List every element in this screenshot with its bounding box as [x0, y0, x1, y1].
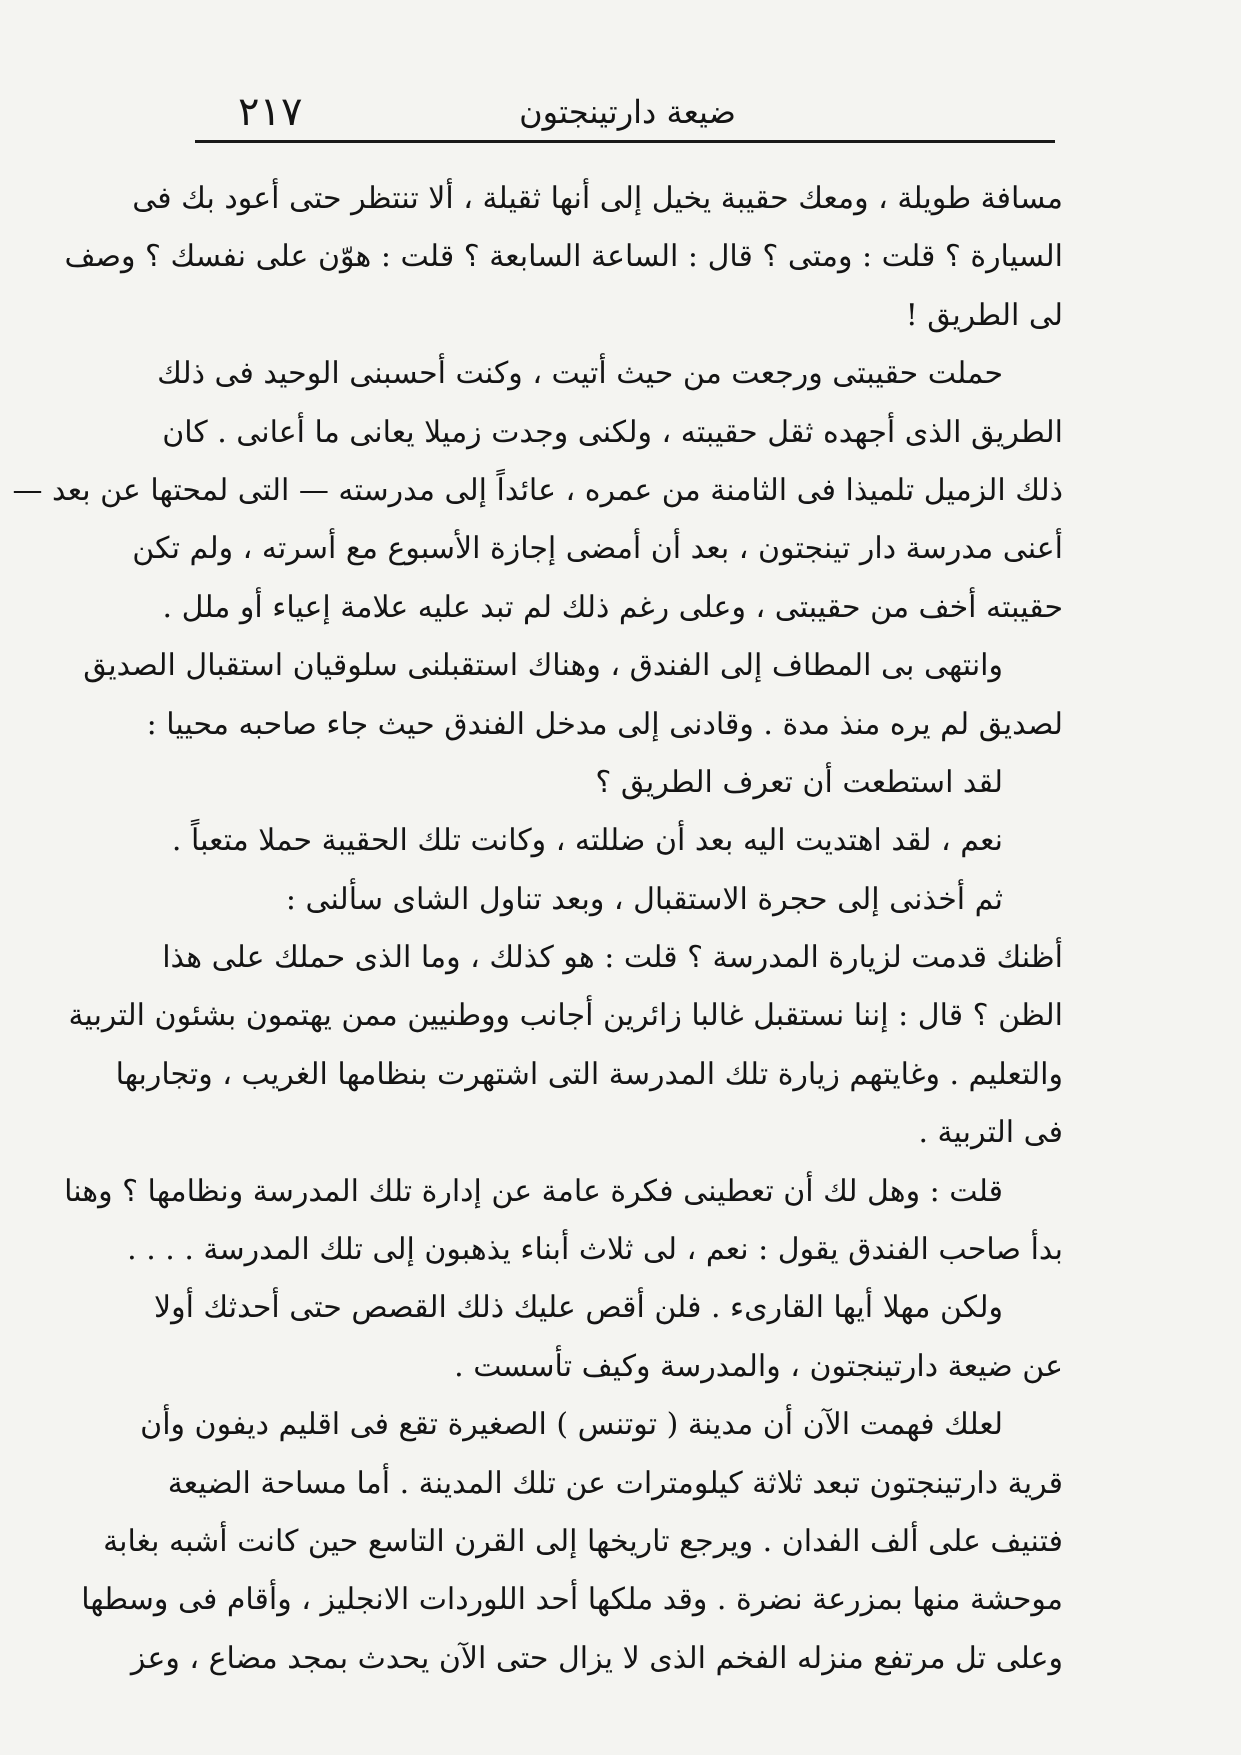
text-line: ولكن مهلا أيها القارىء . فلن أقص عليك ذلك القصص حتى أحدثك أولا [153, 1290, 1003, 1326]
text-line: والتعليم . وغايتهم زيارة تلك المدرسة التى اشتهرت بنظامها الغريب ، وتجاربها [115, 1056, 1063, 1092]
text-line: السيارة ؟ قلت : ومتى ؟ قال : الساعة السابعة ؟ قلت : هوّن على نفسك ؟ وصف [64, 239, 1063, 275]
text-line: مسافة طويلة ، ومعك حقيبة يخيل إلى أنها ثقيلة ، ألا تنتظر حتى أعود بك فى [132, 181, 1063, 216]
running-title: ضيعة دارتينجتون [519, 93, 736, 131]
text-line: لقد استطعت أن تعرف الطريق ؟ [595, 764, 1003, 800]
text-line: لى الطريق ! [905, 297, 1063, 333]
text-line: وعلى تل مرتفع منزله الفخم الذى لا يزال حتى الآن يحدث بمجد مضاع ، وعز [130, 1640, 1063, 1676]
text-line: ثم أخذنى إلى حجرة الاستقبال ، وبعد تناول الشاى سألنى : [285, 881, 1003, 917]
text-line: ذلك الزميل تلميذا فى الثامنة من عمره ، عائداً إلى مدرسته — التى لمحتها عن بعد — [12, 472, 1063, 508]
text-line: أعنى مدرسة دار تينجتون ، بعد أن أمضى إجازة الأسبوع مع أسرته ، ولم تكن [132, 531, 1063, 567]
page-number: ٢١٧ [238, 89, 303, 135]
text-line: الظن ؟ قال : إننا نستقبل غالبا زائرين أجانب ووطنيين ممن يهتمون بشئون التربية [68, 998, 1063, 1034]
text-line: وانتهى بى المطاف إلى الفندق ، وهناك استقبلنى سلوقيان استقبال الصديق [83, 648, 1003, 684]
text-line: عن ضيعة دارتينجتون ، والمدرسة وكيف تأسست . [454, 1348, 1063, 1384]
text-line: نعم ، لقد اهتديت اليه بعد أن ضللته ، وكانت تلك الحقيبة حملا متعباً . [171, 823, 1003, 859]
text-line: موحشة منها بمزرعة نضرة . وقد ملكها أحد اللوردات الانجليز ، وأقام فى وسطها [81, 1582, 1063, 1618]
text-line: فتنيف على ألف الفدان . ويرجع تاريخها إلى القرن التاسع حين كانت أشبه بغابة [103, 1523, 1063, 1559]
text-line: قلت : وهل لك أن تعطينى فكرة عامة عن إدارة تلك المدرسة ونظامها ؟ وهنا [64, 1173, 1003, 1209]
text-line: قرية دارتينجتون تبعد ثلاثة كيلومترات عن تلك المدينة . أما مساحة الضيعة [167, 1465, 1063, 1501]
header-rule [195, 140, 1055, 143]
text-line: فى التربية . [918, 1115, 1063, 1151]
body-text [12, 170, 1063, 1688]
text-line: حقيبته أخف من حقيبتى ، وعلى رغم ذلك لم تبد عليه علامة إعياء أو ملل . [162, 589, 1063, 625]
text-line: حملت حقيبتى ورجعت من حيث أتيت ، وكنت أحسبنى الوحيد فى ذلك [157, 356, 1003, 392]
text-line: أظنك قدمت لزيارة المدرسة ؟ قلت : هو كذلك ، وما الذى حملك على هذا [162, 940, 1063, 976]
text-line: الطريق الذى أجهده ثقل حقيبته ، ولكنى وجدت زميلا يعانى ما أعانى . كان [162, 414, 1063, 450]
page-header [200, 88, 1055, 136]
text-line: لصديق لم يره منذ مدة . وقادنى إلى مدخل الفندق حيث جاء صاحبه محييا : [146, 706, 1063, 742]
text-line: بدأ صاحب الفندق يقول : نعم ، لى ثلاث أبناء يذهبون إلى تلك المدرسة . . . . [127, 1232, 1063, 1268]
text-line: لعلك فهمت الآن أن مدينة ( توتنس ) الصغيرة تقع فى اقليم ديفون وأن [140, 1407, 1003, 1443]
